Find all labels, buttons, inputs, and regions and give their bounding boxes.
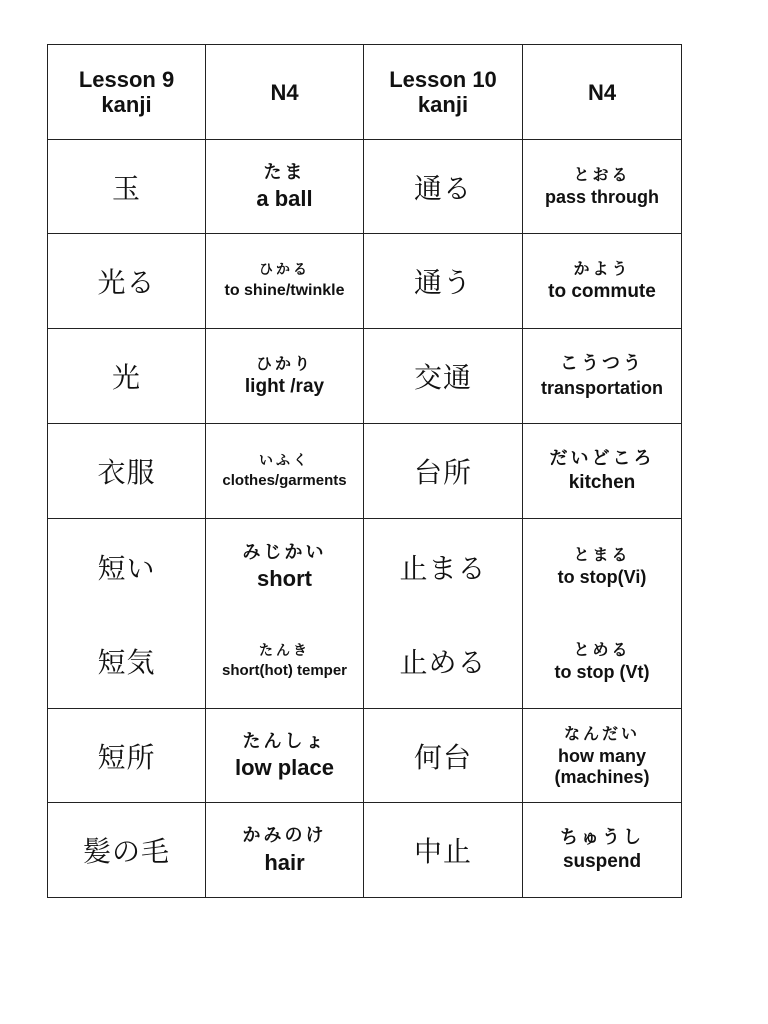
kanji-text: 髪の毛: [82, 835, 170, 868]
kanji-cell: [48, 519, 206, 614]
reading-cell: [206, 614, 364, 709]
reading-cell: [523, 614, 682, 709]
reading-cell: [206, 803, 364, 898]
kanji-text: 止める: [399, 646, 487, 679]
kanji-cell: [364, 614, 523, 709]
kanji-text: 中止: [413, 835, 472, 868]
reading-text: ひかり: [255, 354, 313, 374]
kanji-cell: [364, 329, 523, 424]
meaning-text: how many (machines): [554, 745, 650, 787]
header-line: kanji: [417, 92, 469, 117]
reading-cell: [206, 329, 364, 424]
reading-text: とめる: [573, 639, 631, 659]
kanji-text: 衣服: [97, 456, 156, 489]
reading-cell: [206, 424, 364, 519]
reading-text: だいどころ: [549, 447, 655, 469]
meaning-text: transportation: [540, 377, 663, 398]
kanji-text: 台所: [413, 456, 472, 489]
meaning-text: to shine/twinkle: [224, 281, 345, 299]
reading-text: たま: [263, 161, 306, 183]
kanji-text: 光: [111, 361, 141, 394]
header-cell-lesson10: [364, 45, 523, 140]
header-line: Lesson 9: [78, 67, 175, 92]
header-line: Lesson 10: [389, 67, 497, 92]
reading-cell: [206, 519, 364, 614]
meaning-text: clothes/garments: [222, 472, 347, 490]
reading-text: みじかい: [242, 541, 327, 563]
kanji-cell: [48, 424, 206, 519]
reading-text: とおる: [573, 165, 631, 185]
header-line: N4: [587, 79, 617, 105]
kanji-text: 通う: [413, 266, 472, 299]
meaning-text: short(hot) temper: [222, 662, 347, 680]
reading-cell: [523, 234, 682, 329]
meaning-text: to stop (Vt): [554, 661, 650, 682]
kanji-cell: [364, 709, 523, 803]
header-cell-level-right: [523, 45, 682, 140]
meaning-text: to stop(Vi): [557, 567, 647, 588]
kanji-text: 短い: [97, 551, 156, 585]
reading-cell: [523, 424, 682, 519]
meaning-text: suspend: [562, 851, 642, 873]
reading-cell: [206, 234, 364, 329]
kanji-cell: [48, 234, 206, 329]
reading-text: たんしょ: [242, 730, 327, 752]
reading-text: いふく: [259, 452, 310, 469]
reading-text: なんだい: [563, 723, 640, 743]
kanji-text: 通る: [413, 171, 472, 205]
kanji-cell: [364, 803, 523, 898]
meaning-text: light /ray: [244, 376, 325, 398]
reading-cell: [206, 140, 364, 234]
reading-cell: [523, 329, 682, 424]
kanji-cell: [48, 140, 206, 234]
kanji-text: 光る: [97, 266, 156, 299]
meaning-text: to commute: [548, 281, 656, 303]
header-line: kanji: [101, 92, 152, 117]
reading-text: かよう: [573, 259, 631, 279]
header-line: N4: [270, 79, 299, 105]
meaning-text: a ball: [256, 186, 313, 212]
kanji-text: 止まる: [399, 551, 487, 585]
kanji-cell: [364, 234, 523, 329]
kanji-text: 短所: [97, 740, 156, 774]
kanji-cell: [364, 519, 523, 614]
header-cell-lesson9: [48, 45, 206, 140]
reading-text: ひかる: [259, 262, 310, 279]
reading-text: たんき: [259, 642, 310, 659]
kanji-cell: [48, 329, 206, 424]
kanji-text: 短気: [97, 646, 156, 679]
meaning-text: pass through: [544, 187, 659, 208]
reading-cell: [523, 709, 682, 803]
reading-cell: [523, 519, 682, 614]
meaning-text: low place: [234, 755, 335, 781]
reading-cell: [523, 803, 682, 898]
kanji-card-table: [47, 44, 682, 898]
kanji-text: 交通: [413, 361, 472, 394]
kanji-cell: [48, 614, 206, 709]
reading-text: ちゅうし: [560, 826, 644, 848]
reading-cell: [206, 709, 364, 803]
reading-text: こうつう: [560, 353, 644, 375]
kanji-cell: [48, 803, 206, 898]
meaning-text: kitchen: [568, 472, 636, 494]
kanji-text: 玉: [111, 171, 141, 205]
kanji-cell: [48, 709, 206, 803]
meaning-text: hair: [264, 849, 305, 875]
reading-text: とまる: [573, 545, 631, 565]
reading-text: かみのけ: [242, 825, 327, 847]
reading-cell: [523, 140, 682, 234]
kanji-cell: [364, 424, 523, 519]
kanji-cell: [364, 140, 523, 234]
header-cell-level-left: [206, 45, 364, 140]
kanji-text: 何台: [413, 740, 472, 774]
meaning-text: short: [257, 566, 312, 592]
